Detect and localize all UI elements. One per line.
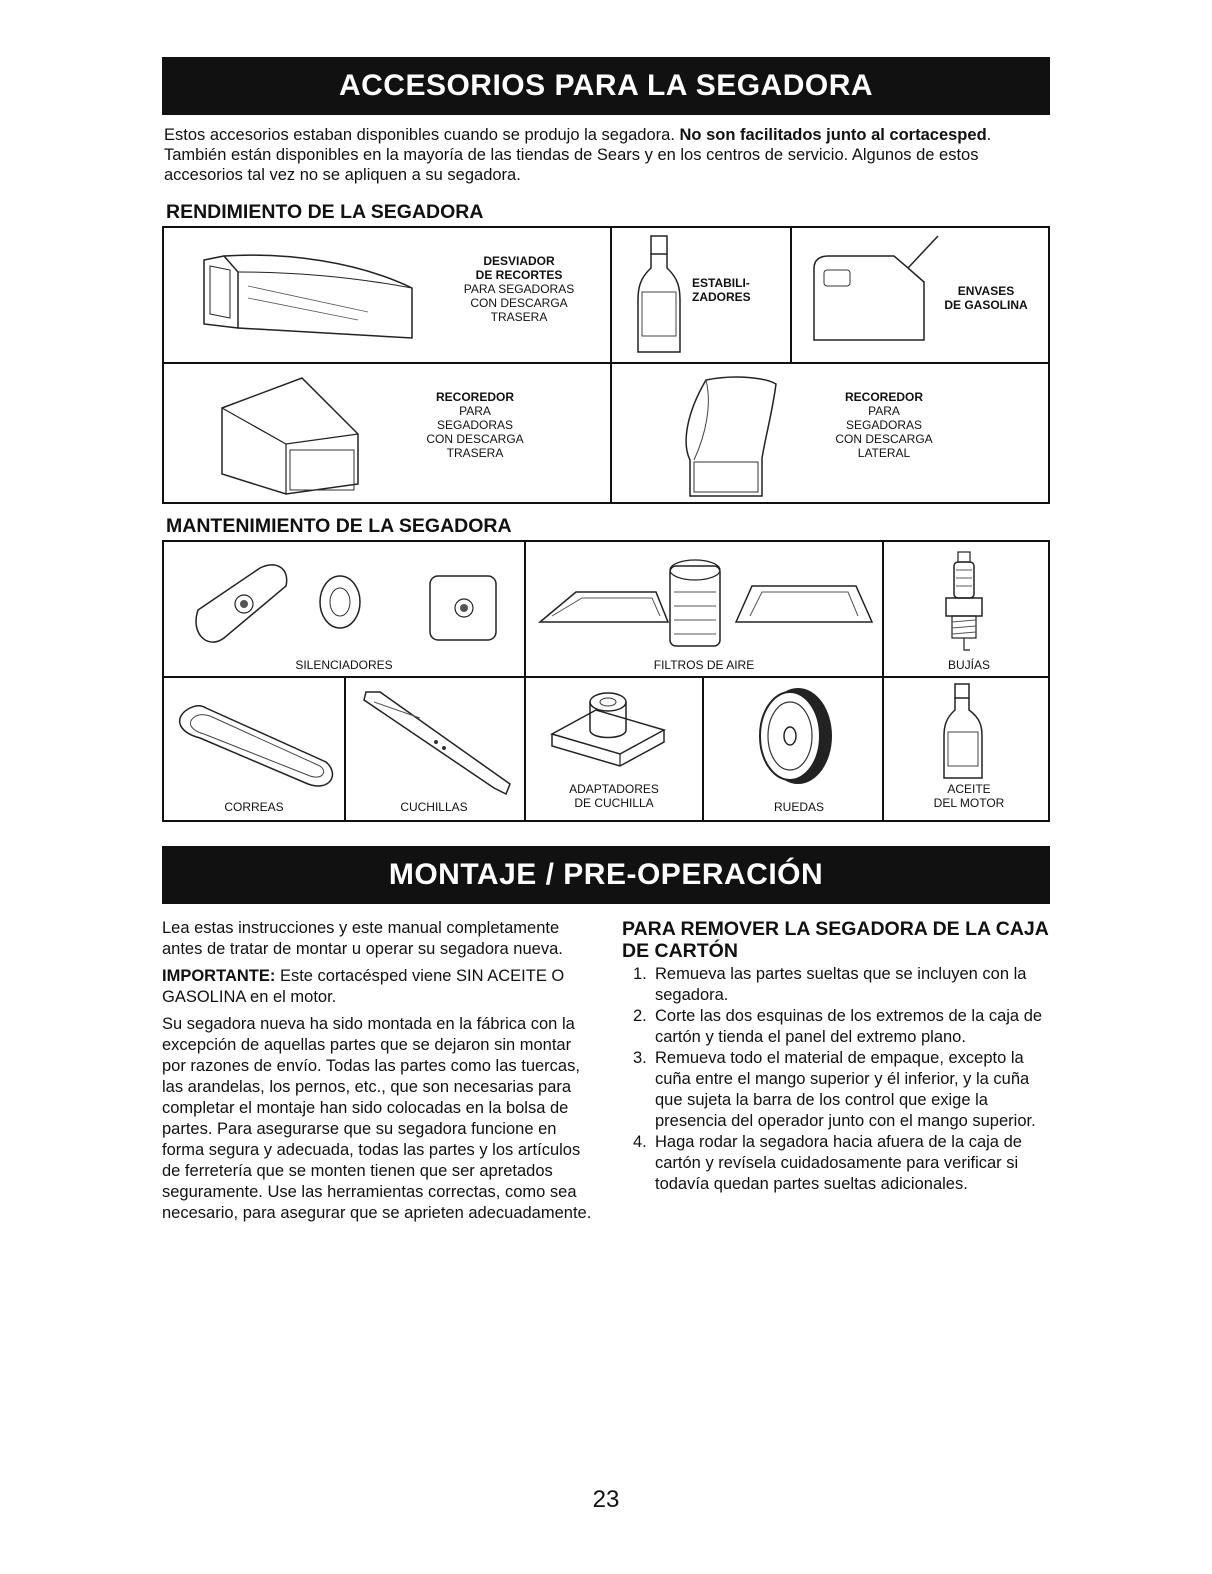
- step-text: Remueva todo el material de empaque, excepto la cuña entre el mango superior y él inferior, y la cuña que sujeta la barra de los control que exige la presencia del operador junto con el mango superior.: [655, 1049, 1036, 1130]
- intro-instructions: Lea estas instrucciones y este manual completamente antes de tratar de montar u operar su segadora nueva.: [162, 919, 563, 958]
- assembly-paragraph: Su segadora nueva ha sido montada en la fábrica con la excepción de aquellas partes que se dejaron sin montar por razones de envío. Todas las partes como las tuercas, las arandelas, los pernos, etc., que son necesarias para completar el montaje han sido colocadas en la bolsa de partes. Para asegurarse que su segadora funcione en forma segura y adecuada, todas las partes y los artículos de ferretería que se monten tienen que ser apretados seguramente. Use las herramientas correctas, como sea necesario, para asegurar que se aprieten adecuadamente.: [162, 1015, 592, 1222]
- item-label: DEL MOTOR: [933, 796, 1005, 810]
- item-label: RECOREDOR: [435, 390, 514, 404]
- step-number: 4.: [633, 1133, 647, 1151]
- grid-divider: [164, 362, 1048, 364]
- step-number: 2.: [633, 1007, 647, 1025]
- step-text: Remueva las partes sueltas que se incluyen con la segadora.: [655, 965, 1027, 1004]
- item-label: ESTABILI-: [692, 276, 750, 290]
- intro-bold: No son facilitados junto al cortacesped: [679, 126, 987, 144]
- grid-divider: [344, 676, 346, 820]
- step-text: Haga rodar la segadora hacia afuera de la caja de cartón y revísela cuidadosamente para verificar si todavía quedan partes sueltas adicionales.: [655, 1133, 1022, 1193]
- blade-adapter-icon: [548, 688, 668, 778]
- item-label: LATERAL: [857, 446, 911, 460]
- intro-paragraph: [164, 125, 1054, 185]
- right-column: [622, 918, 1052, 1195]
- item-label: DE RECORTES: [475, 268, 563, 282]
- assembly-banner: MONTAJE / PRE-OPERACIÓN: [162, 846, 1050, 904]
- discharge-deflector-icon: [198, 252, 418, 342]
- item-label: PARA: [868, 404, 900, 418]
- grid-divider: [164, 676, 1048, 678]
- step-number: 1.: [633, 965, 647, 983]
- side-bagger-icon: [676, 374, 786, 500]
- item-label: CON DESCARGA: [470, 296, 568, 310]
- item-label: TRASERA: [490, 310, 548, 324]
- list-item: [622, 1048, 1052, 1132]
- item-label: DE GASOLINA: [944, 298, 1028, 312]
- item-label: PARA: [459, 404, 491, 418]
- performance-heading: RENDIMIENTO DE LA SEGADORA: [166, 201, 484, 223]
- item-label: CUCHILLAS: [400, 800, 468, 814]
- blade-icon: [360, 688, 516, 798]
- performance-grid: [162, 226, 1050, 504]
- item-label: SEGADORAS: [436, 418, 514, 432]
- remove-from-carton-heading: PARA REMOVER LA SEGADORA DE LA CAJA DE CARTÓN: [622, 918, 1049, 962]
- intro-text-2: . También están disponibles en la mayoría de las tiendas de Sears y en los centros de servicio. Algunos de estos accesorios tal vez no se apliquen a su segadora.: [164, 126, 992, 184]
- grid-divider: [524, 542, 526, 820]
- item-label: SEGADORAS: [845, 418, 923, 432]
- item-label: RUEDAS: [773, 800, 824, 814]
- important-text: Este cortacésped viene SIN ACEITE O GASOLINA en el motor.: [162, 967, 565, 1006]
- wheel-icon: [748, 684, 838, 788]
- item-label: BUJÍAS: [947, 658, 990, 672]
- muffler-icon: [190, 554, 508, 654]
- item-label: DESVIADOR: [483, 254, 555, 268]
- list-item: [622, 964, 1052, 1006]
- intro-text-1: Estos accesorios estaban disponibles cuando se produjo la segadora.: [164, 126, 680, 144]
- item-label: ZADORES: [692, 290, 751, 304]
- accessories-banner: ACCESORIOS PARA LA SEGADORA: [162, 57, 1050, 115]
- gas-can-icon: [804, 232, 944, 352]
- grid-divider: [790, 228, 792, 362]
- maintenance-heading: MANTENIMIENTO DE LA SEGADORA: [166, 515, 512, 537]
- item-label: ADAPTADORES: [569, 782, 659, 796]
- grid-divider: [702, 676, 704, 820]
- item-label: ACEITE: [947, 782, 991, 796]
- page-number: 23: [592, 1486, 620, 1513]
- item-label: DE CUCHILLA: [574, 796, 654, 810]
- list-item: [622, 1006, 1052, 1048]
- item-label: CON DESCARGA: [835, 432, 933, 446]
- important-label: IMPORTANTE:: [162, 967, 276, 985]
- step-number: 3.: [633, 1049, 647, 1067]
- item-label: PARA SEGADORAS: [463, 282, 575, 296]
- grid-divider: [610, 228, 612, 502]
- air-filter-icon: [536, 552, 876, 652]
- item-label: RECOREDOR: [844, 390, 923, 404]
- engine-oil-bottle-icon: [940, 682, 986, 782]
- left-column: [162, 918, 594, 1230]
- item-label: ENVASES: [957, 284, 1015, 298]
- list-item: [622, 1132, 1052, 1195]
- item-label: FILTROS DE AIRE: [653, 658, 755, 672]
- grid-divider: [882, 542, 884, 820]
- important-note: [162, 966, 594, 1008]
- maintenance-grid: [162, 540, 1050, 822]
- item-label: CORREAS: [224, 800, 284, 814]
- rear-bagger-icon: [218, 374, 368, 498]
- fuel-stabilizer-bottle-icon: [634, 234, 684, 356]
- step-text: Corte las dos esquinas de los extremos de la caja de cartón y tienda el panel del extremo plano.: [655, 1007, 1043, 1046]
- item-label: SILENCIADORES: [295, 658, 393, 672]
- belt-icon: [170, 688, 340, 792]
- item-label: TRASERA: [446, 446, 504, 460]
- item-label: CON DESCARGA: [426, 432, 524, 446]
- spark-plug-icon: [934, 550, 994, 654]
